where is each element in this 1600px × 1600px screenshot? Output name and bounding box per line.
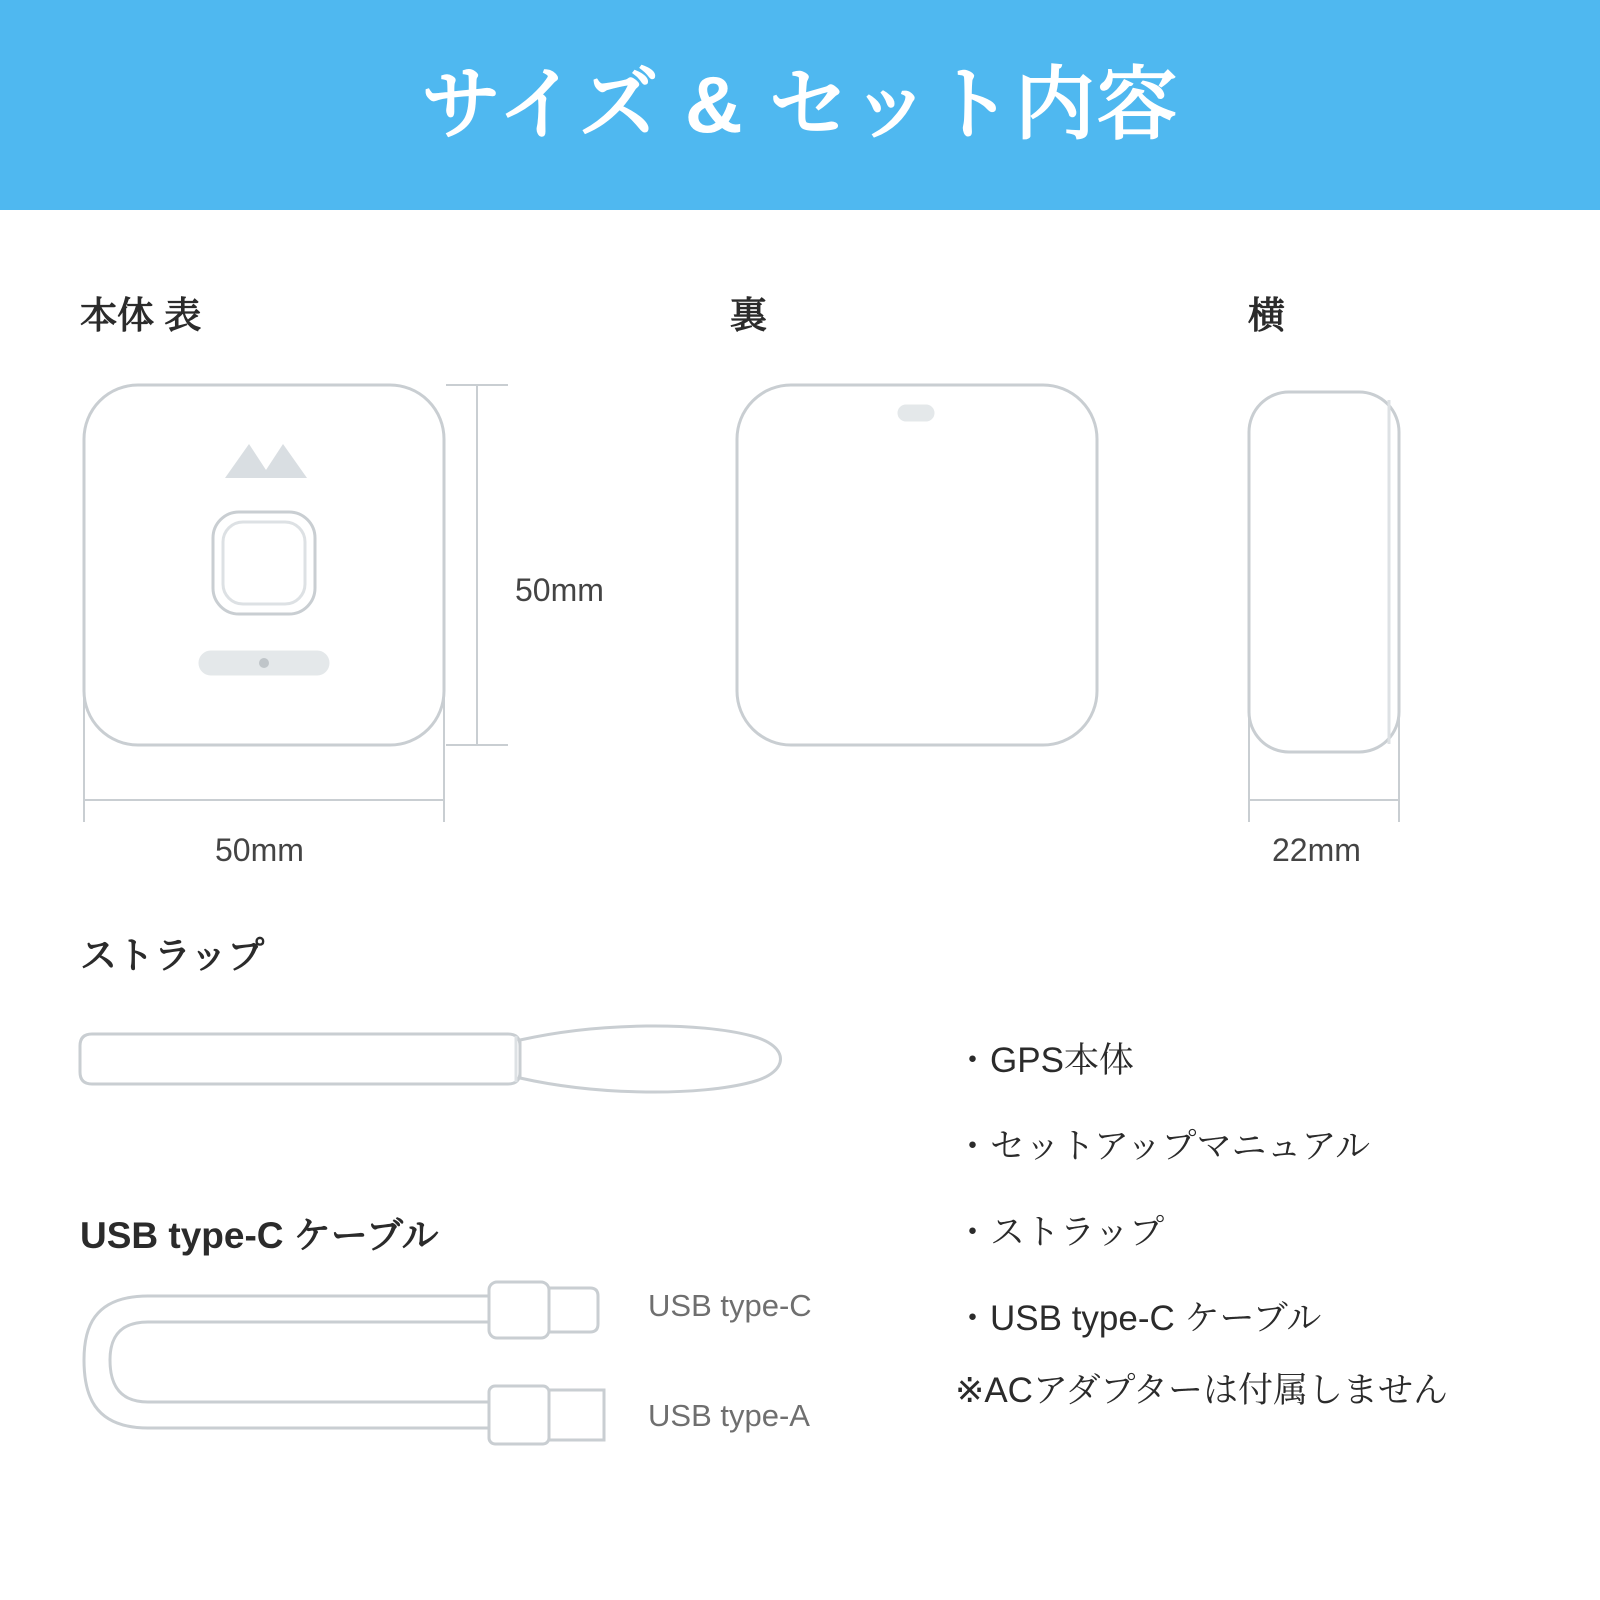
- width-dimension-text: 50mm: [215, 832, 304, 868]
- page-title: サイズ & セット内容: [421, 60, 1179, 149]
- strap-illustration: [80, 1026, 781, 1092]
- list-item: ・ストラップ: [955, 1213, 1165, 1252]
- device-back-view: [737, 385, 1097, 745]
- front-view-label: 本体 表: [80, 295, 202, 336]
- device-side-view: [1249, 392, 1399, 752]
- list-item: ・GPS本体: [955, 1041, 1134, 1080]
- list-item: ・セットアップマニュアル: [955, 1127, 1371, 1166]
- device-front-view: [84, 385, 444, 745]
- page-header: [0, 0, 1600, 210]
- back-slot: [899, 406, 933, 420]
- usb-type-a-connector: [489, 1386, 604, 1444]
- usb-type-c-connector: [489, 1282, 598, 1338]
- device-button: [213, 512, 315, 614]
- list-item: ・USB type-C ケーブル: [955, 1299, 1322, 1338]
- package-contents-list: [955, 1040, 1555, 1412]
- contents-note: ※ACアダプターは付属しません: [955, 1371, 1449, 1410]
- usb-cable-illustration: [84, 1282, 604, 1444]
- cable-label: USB type-C ケーブル: [80, 1215, 439, 1256]
- side-dimension-lines: [1249, 700, 1399, 822]
- usb-a-connector-text: USB type-A: [648, 1398, 810, 1433]
- side-view-label: 横: [1248, 295, 1285, 336]
- strap-label: ストラップ: [80, 935, 265, 976]
- thickness-dimension-text: 22mm: [1272, 832, 1361, 868]
- usb-c-connector-text: USB type-C: [648, 1288, 812, 1323]
- back-view-label: 裏: [730, 295, 767, 336]
- brand-logo-icon: [225, 444, 307, 478]
- height-dimension-text: 50mm: [515, 572, 604, 608]
- front-dimension-lines: [84, 385, 508, 822]
